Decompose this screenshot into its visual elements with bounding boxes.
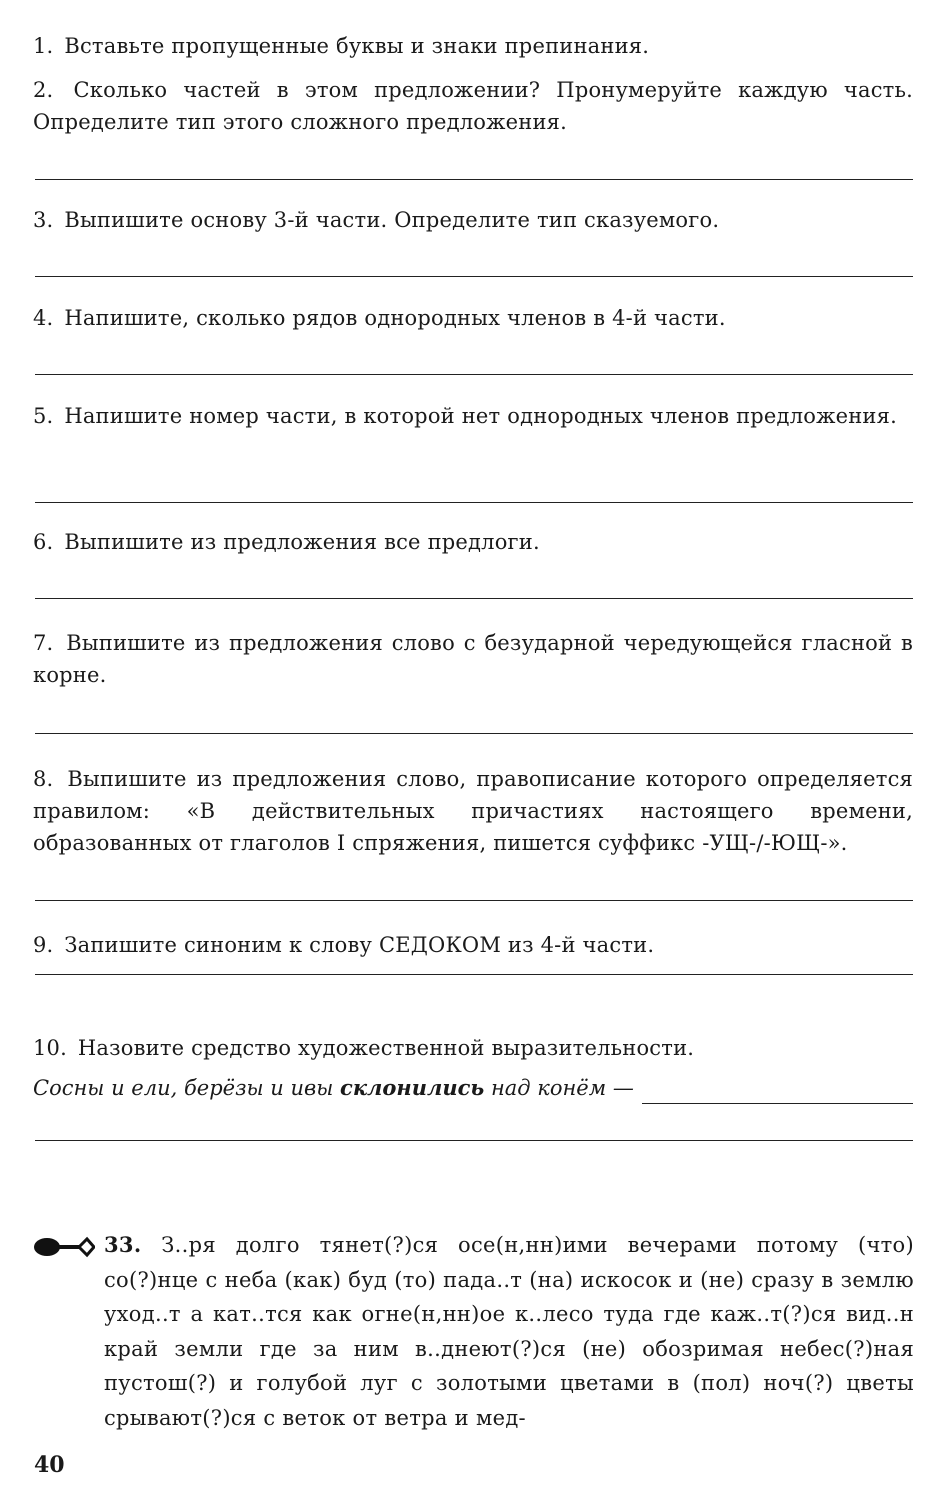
question-7 (33, 627, 913, 691)
question-3 (33, 204, 913, 236)
question-number: 3. (33, 208, 54, 232)
answer-line-8[interactable] (35, 900, 913, 901)
exercise-marker-icon (33, 1236, 95, 1258)
exercise-33 (104, 1228, 914, 1435)
question-text: Назовите средство художественной выразительности. (77, 1036, 695, 1060)
example-bold-word: склонились (340, 1075, 485, 1100)
question-number: 7. (33, 631, 54, 655)
answer-line-9[interactable] (35, 974, 913, 975)
exercise-number: 33. (104, 1232, 142, 1257)
example-after: над конём — (484, 1076, 634, 1100)
answer-line-2[interactable] (35, 179, 913, 180)
question-1 (33, 30, 913, 62)
question-number: 9. (33, 933, 54, 957)
question-2 (33, 74, 913, 138)
question-text: Выпишите из предложения слово, правописание которого определяется правилом: «В действительных причастиях настоящего времени, образованных от глаголов I спряжения, пишется суффикс -УЩ-/-ЮЩ-». (33, 767, 913, 855)
question-5 (33, 400, 913, 432)
question-text: Напишите, сколько рядов однородных членов в 4-й части. (64, 306, 726, 330)
answer-line-10[interactable] (35, 1140, 913, 1141)
question-number: 5. (33, 404, 54, 428)
question-number: 4. (33, 306, 54, 330)
question-number: 8. (33, 767, 54, 791)
question-text: Сколько частей в этом предложении? Пронумеруйте каждую часть. Определите тип этого сложного предложения. (33, 78, 913, 134)
question-number: 1. (33, 34, 54, 58)
answer-line-6[interactable] (35, 598, 913, 599)
question-text: Выпишите из предложения слово с безударной чередующейся гласной в корне. (33, 631, 913, 687)
question-text: Выпишите из предложения все предлоги. (64, 530, 540, 554)
question-text: Напишите номер части, в которой нет однородных членов предложения. (64, 404, 897, 428)
example-before: Сосны и ели, берёзы и ивы (33, 1076, 341, 1100)
question-number: 6. (33, 530, 54, 554)
question-number: 10. (33, 1036, 67, 1060)
answer-line-5[interactable] (35, 502, 913, 503)
answer-blank-10[interactable] (642, 1079, 913, 1104)
question-4 (33, 302, 913, 334)
question-6 (33, 526, 913, 558)
answer-line-4[interactable] (35, 374, 913, 375)
page-number: 40 (34, 1452, 65, 1478)
question-8 (33, 763, 913, 859)
example-text (33, 1072, 634, 1104)
question-10 (33, 1032, 913, 1064)
question-number: 2. (33, 78, 54, 102)
question-9 (33, 929, 913, 961)
question-text: Вставьте пропущенные буквы и знаки препинания. (64, 34, 650, 58)
answer-line-7[interactable] (35, 733, 913, 734)
question-10-example (33, 1072, 913, 1104)
exercise-text: З..ря долго тянет(?)ся осе(н,нн)ими вечерами потому (что) со(?)нце с неба (как) буд (то) пада..т (на) искосок и (не) сразу в землю уход..т а кат..тся как огне(н,нн)ое к..лесо туда где каж..т(?)ся вид..н край земли где за ним в..днеют(?)ся (не) обозримая небес(?)ная пустош(?) и голубой луг с золотыми цветами в (пол) ноч(?) цветы срывают(?)ся с веток от ветра и мед- (104, 1233, 914, 1430)
question-text: Выпишите основу 3-й части. Определите тип сказуемого. (64, 208, 720, 232)
answer-line-3[interactable] (35, 276, 913, 277)
question-text: Запишите синоним к слову СЕДОКОМ из 4-й части. (64, 933, 655, 957)
